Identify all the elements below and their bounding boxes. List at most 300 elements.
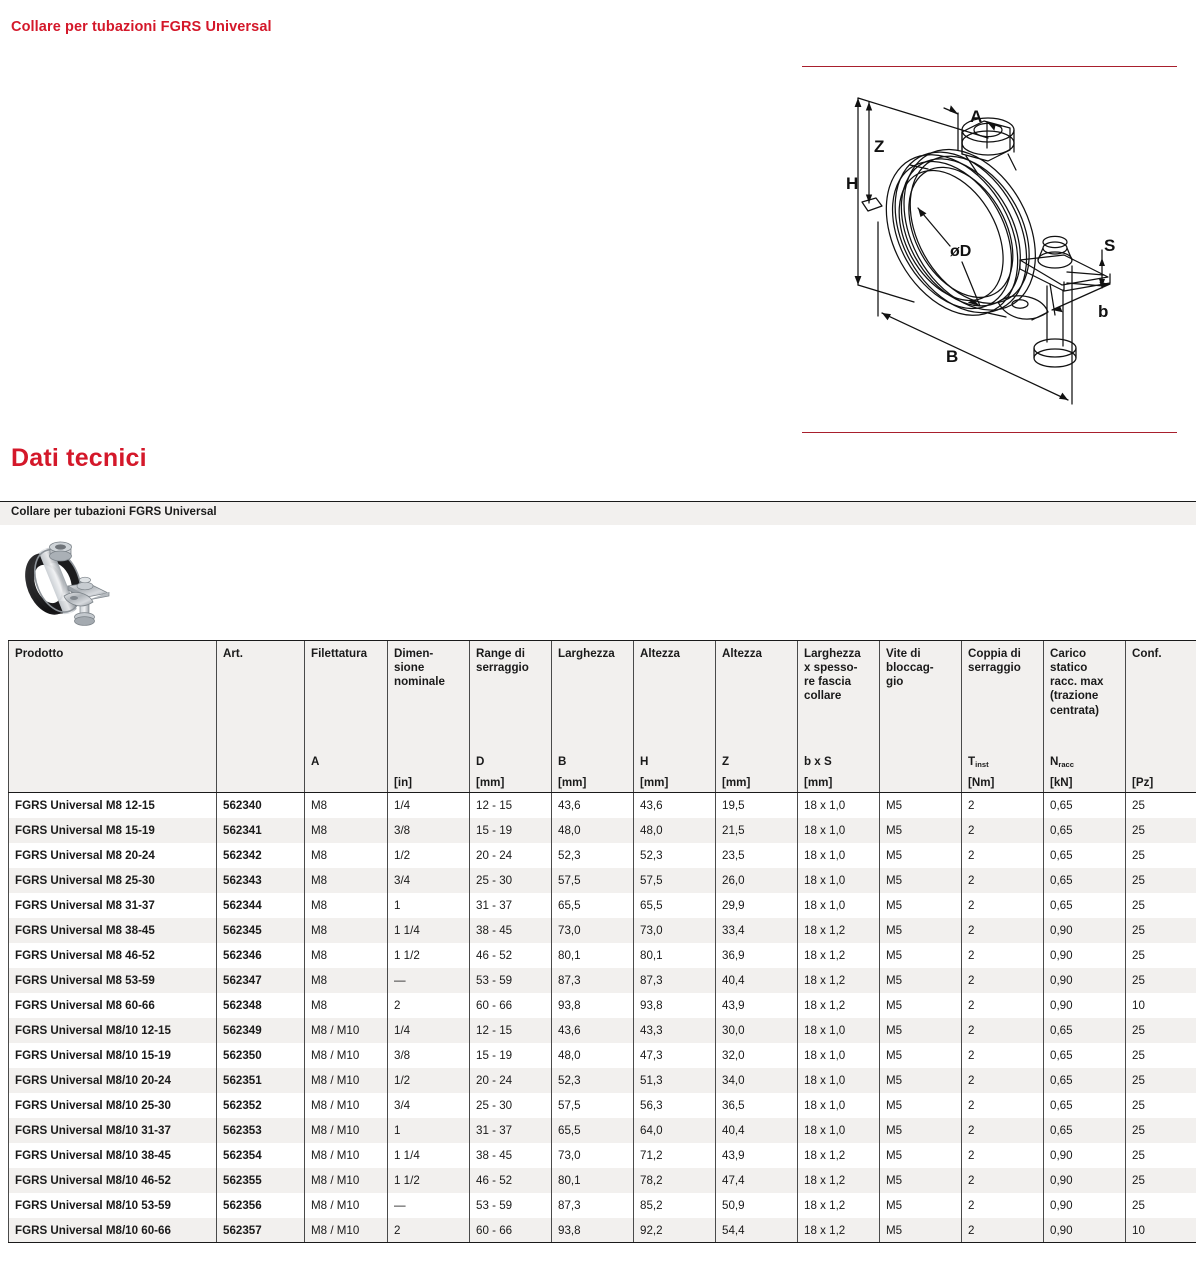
cell-value-2: M8	[305, 968, 388, 993]
cell-value-12: 25	[1126, 893, 1196, 918]
drawing-label-z: Z	[874, 137, 885, 156]
cell-article-number: 562353	[217, 1118, 305, 1143]
cell-value-3: 1/2	[388, 1068, 470, 1093]
cell-value-11: 0,65	[1044, 1018, 1126, 1043]
cell-value-11: 0,65	[1044, 1068, 1126, 1093]
cell-value-5: 80,1	[552, 943, 634, 968]
cell-value-7: 33,4	[716, 918, 798, 943]
column-header-title: Vite di bloccag- gio	[886, 647, 934, 689]
cell-value-3: —	[388, 968, 470, 993]
cell-product: FGRS Universal M8/10 38-45	[9, 1143, 217, 1168]
cell-product: FGRS Universal M8/10 60-66	[9, 1218, 217, 1243]
cell-value-4: 15 - 19	[470, 1043, 552, 1068]
cell-value-9: M5	[880, 1018, 962, 1043]
cell-value-12: 25	[1126, 1093, 1196, 1118]
cell-value-12: 25	[1126, 1068, 1196, 1093]
cell-product: FGRS Universal M8 12-15	[9, 793, 217, 818]
cell-value-6: 64,0	[634, 1118, 716, 1143]
cell-value-8: 18 x 1,2	[798, 1193, 880, 1218]
cell-value-5: 57,5	[552, 1093, 634, 1118]
cell-value-5: 52,3	[552, 1068, 634, 1093]
cell-value-8: 18 x 1,2	[798, 993, 880, 1018]
cell-value-6: 43,6	[634, 793, 716, 818]
cell-value-7: 43,9	[716, 993, 798, 1018]
column-header-unit: [mm]	[558, 776, 587, 789]
column-header-symbol: $T_{inst}$	[968, 755, 989, 769]
cell-value-8: 18 x 1,0	[798, 1093, 880, 1118]
cell-value-11: 0,65	[1044, 1118, 1126, 1143]
column-header-5	[552, 641, 634, 793]
cell-article-number: 562342	[217, 843, 305, 868]
cell-value-5: 87,3	[552, 1193, 634, 1218]
column-header-12	[1126, 641, 1196, 793]
cell-value-2: M8 / M10	[305, 1068, 388, 1093]
cell-value-9: M5	[880, 1093, 962, 1118]
table-row[interactable]	[9, 943, 1196, 968]
cell-value-10: 2	[962, 818, 1044, 843]
cell-value-8: 18 x 1,0	[798, 818, 880, 843]
cell-value-6: 47,3	[634, 1043, 716, 1068]
product-photo	[8, 528, 116, 628]
table-row[interactable]	[9, 1218, 1196, 1243]
cell-value-9: M5	[880, 1043, 962, 1068]
cell-value-4: 20 - 24	[470, 1068, 552, 1093]
cell-value-11: 0,65	[1044, 1093, 1126, 1118]
table-row[interactable]	[9, 793, 1196, 818]
cell-value-3: 1/2	[388, 843, 470, 868]
cell-value-12: 25	[1126, 818, 1196, 843]
drawing-label-b-small: b	[1098, 302, 1109, 321]
cell-value-11: 0,65	[1044, 818, 1126, 843]
column-header-title: Prodotto	[15, 647, 64, 660]
cell-article-number: 562347	[217, 968, 305, 993]
cell-value-4: 46 - 52	[470, 943, 552, 968]
cell-value-2: M8	[305, 843, 388, 868]
cell-value-7: 54,4	[716, 1218, 798, 1243]
column-header-unit: [in]	[394, 776, 413, 789]
cell-value-2: M8 / M10	[305, 1093, 388, 1118]
cell-product: FGRS Universal M8 60-66	[9, 993, 217, 1018]
column-header-title: Range di serraggio	[476, 647, 529, 675]
page-title: Collare per tubazioni FGRS Universal	[11, 19, 272, 35]
cell-article-number: 562346	[217, 943, 305, 968]
cell-value-7: 36,9	[716, 943, 798, 968]
cell-value-6: 78,2	[634, 1168, 716, 1193]
cell-value-12: 25	[1126, 918, 1196, 943]
cell-value-3: 3/4	[388, 1093, 470, 1118]
cell-article-number: 562349	[217, 1018, 305, 1043]
cell-value-4: 12 - 15	[470, 793, 552, 818]
cell-value-6: 65,5	[634, 893, 716, 918]
technical-drawing-panel	[802, 66, 1177, 434]
cell-value-2: M8	[305, 818, 388, 843]
cell-value-5: 87,3	[552, 968, 634, 993]
table-row[interactable]	[9, 1043, 1196, 1068]
cell-value-6: 73,0	[634, 918, 716, 943]
table-row[interactable]	[9, 918, 1196, 943]
cell-value-12: 25	[1126, 1193, 1196, 1218]
cell-value-10: 2	[962, 943, 1044, 968]
column-header-unit: [Pz]	[1132, 776, 1154, 789]
cell-value-7: 47,4	[716, 1168, 798, 1193]
drawing-label-b-large: B	[946, 347, 959, 366]
cell-value-8: 18 x 1,0	[798, 1043, 880, 1068]
cell-value-8: 18 x 1,0	[798, 893, 880, 918]
cell-value-9: M5	[880, 893, 962, 918]
cell-value-4: 25 - 30	[470, 1093, 552, 1118]
cell-value-3: 1 1/2	[388, 943, 470, 968]
cell-value-4: 12 - 15	[470, 1018, 552, 1043]
cell-article-number: 562343	[217, 868, 305, 893]
cell-value-9: M5	[880, 1218, 962, 1243]
cell-value-9: M5	[880, 993, 962, 1018]
cell-value-2: M8 / M10	[305, 1043, 388, 1068]
cell-value-2: M8 / M10	[305, 1218, 388, 1243]
cell-value-2: M8 / M10	[305, 1118, 388, 1143]
drawing-label-diameter: øD	[950, 243, 972, 260]
cell-article-number: 562357	[217, 1218, 305, 1243]
drawing-label-a: A	[970, 107, 983, 126]
cell-value-10: 2	[962, 1193, 1044, 1218]
cell-product: FGRS Universal M8 46-52	[9, 943, 217, 968]
table-head	[9, 641, 1196, 793]
cell-value-10: 2	[962, 1068, 1044, 1093]
cell-value-2: M8	[305, 868, 388, 893]
cell-value-7: 26,0	[716, 868, 798, 893]
cell-article-number: 562350	[217, 1043, 305, 1068]
cell-value-9: M5	[880, 1118, 962, 1143]
cell-value-7: 23,5	[716, 843, 798, 868]
table-row[interactable]	[9, 893, 1196, 918]
cell-value-5: 43,6	[552, 793, 634, 818]
cell-value-7: 32,0	[716, 1043, 798, 1068]
cell-value-6: 43,3	[634, 1018, 716, 1043]
sub-banner-label: Collare per tubazioni FGRS Universal	[11, 506, 217, 518]
cell-value-9: M5	[880, 943, 962, 968]
cell-value-3: 1 1/2	[388, 1168, 470, 1193]
cell-value-5: 57,5	[552, 868, 634, 893]
column-header-title: Larghezza	[558, 647, 615, 660]
cell-article-number: 562348	[217, 993, 305, 1018]
cell-value-10: 2	[962, 1043, 1044, 1068]
column-header-symbol: $N_{racc}$	[1050, 755, 1075, 769]
cell-value-5: 73,0	[552, 918, 634, 943]
cell-value-3: —	[388, 1193, 470, 1218]
cell-value-7: 19,5	[716, 793, 798, 818]
column-header-title: Carico statico racc. max (trazione centrata)	[1050, 647, 1104, 717]
cell-value-3: 1 1/4	[388, 918, 470, 943]
column-header-unit: [mm]	[640, 776, 669, 789]
column-header-title: Coppia di serraggio	[968, 647, 1021, 675]
cell-value-11: 0,90	[1044, 1193, 1126, 1218]
cell-value-8: 18 x 1,2	[798, 1218, 880, 1243]
column-header-7	[716, 641, 798, 793]
cell-value-9: M5	[880, 818, 962, 843]
cell-value-12: 25	[1126, 1168, 1196, 1193]
cell-value-10: 2	[962, 1143, 1044, 1168]
cell-product: FGRS Universal M8 31-37	[9, 893, 217, 918]
column-header-title: Larghezza x spesso- re fascia collare	[804, 647, 861, 703]
column-header-3	[388, 641, 470, 793]
cell-article-number: 562344	[217, 893, 305, 918]
cell-value-6: 48,0	[634, 818, 716, 843]
cell-value-8: 18 x 1,0	[798, 793, 880, 818]
drawing-label-h: H	[846, 174, 859, 193]
table-row[interactable]	[9, 1018, 1196, 1043]
cell-value-6: 56,3	[634, 1093, 716, 1118]
cell-value-8: 18 x 1,2	[798, 918, 880, 943]
drawing-rule-top	[802, 66, 1177, 67]
cell-value-3: 3/4	[388, 868, 470, 893]
cell-value-6: 51,3	[634, 1068, 716, 1093]
section-heading: Dati tecnici	[11, 444, 147, 472]
cell-product: FGRS Universal M8 25-30	[9, 868, 217, 893]
cell-value-7: 34,0	[716, 1068, 798, 1093]
column-header-title: Conf.	[1132, 647, 1162, 660]
cell-value-2: M8	[305, 793, 388, 818]
cell-value-12: 25	[1126, 1018, 1196, 1043]
cell-value-6: 57,5	[634, 868, 716, 893]
cell-article-number: 562340	[217, 793, 305, 818]
cell-value-12: 25	[1126, 868, 1196, 893]
cell-value-11: 0,90	[1044, 1218, 1126, 1243]
cell-value-7: 36,5	[716, 1093, 798, 1118]
cell-value-11: 0,65	[1044, 1043, 1126, 1068]
cell-article-number: 562351	[217, 1068, 305, 1093]
table-row[interactable]	[9, 968, 1196, 993]
cell-value-12: 10	[1126, 993, 1196, 1018]
column-header-symbol: H	[640, 755, 649, 768]
cell-value-5: 48,0	[552, 818, 634, 843]
cell-value-9: M5	[880, 1193, 962, 1218]
cell-product: FGRS Universal M8/10 15-19	[9, 1043, 217, 1068]
cell-value-6: 71,2	[634, 1143, 716, 1168]
cell-value-8: 18 x 1,2	[798, 943, 880, 968]
cell-value-10: 2	[962, 918, 1044, 943]
cell-value-2: M8	[305, 918, 388, 943]
column-header-symbol: D	[476, 755, 485, 768]
cell-value-4: 53 - 59	[470, 968, 552, 993]
table-row[interactable]	[9, 993, 1196, 1018]
cell-value-11: 0,90	[1044, 968, 1126, 993]
cell-value-10: 2	[962, 893, 1044, 918]
table-body	[9, 793, 1196, 1243]
cell-value-5: 48,0	[552, 1043, 634, 1068]
cell-value-11: 0,65	[1044, 793, 1126, 818]
column-header-symbol: b x S	[804, 755, 832, 768]
column-header-9	[880, 641, 962, 793]
cell-product: FGRS Universal M8 53-59	[9, 968, 217, 993]
cell-value-4: 53 - 59	[470, 1193, 552, 1218]
cell-value-2: M8 / M10	[305, 1193, 388, 1218]
cell-value-7: 30,0	[716, 1018, 798, 1043]
cell-value-7: 21,5	[716, 818, 798, 843]
cell-value-8: 18 x 1,0	[798, 1118, 880, 1143]
cell-value-10: 2	[962, 1218, 1044, 1243]
cell-value-11: 0,65	[1044, 868, 1126, 893]
cell-value-10: 2	[962, 843, 1044, 868]
cell-value-6: 87,3	[634, 968, 716, 993]
cell-value-4: 60 - 66	[470, 1218, 552, 1243]
cell-value-10: 2	[962, 1093, 1044, 1118]
cell-product: FGRS Universal M8/10 25-30	[9, 1093, 217, 1118]
column-header-unit: [Nm]	[968, 776, 995, 789]
pipe-clamp-line-drawing	[802, 70, 1177, 430]
cell-value-7: 40,4	[716, 968, 798, 993]
cell-value-9: M5	[880, 793, 962, 818]
cell-product: FGRS Universal M8/10 12-15	[9, 1018, 217, 1043]
cell-value-11: 0,65	[1044, 843, 1126, 868]
cell-value-9: M5	[880, 968, 962, 993]
cell-value-9: M5	[880, 1143, 962, 1168]
cell-value-3: 3/8	[388, 818, 470, 843]
cell-value-10: 2	[962, 868, 1044, 893]
cell-value-3: 2	[388, 1218, 470, 1243]
column-header-title: Filettatura	[311, 647, 368, 660]
column-header-title: Altezza	[722, 647, 762, 660]
cell-value-4: 25 - 30	[470, 868, 552, 893]
cell-value-8: 18 x 1,0	[798, 1018, 880, 1043]
cell-value-8: 18 x 1,0	[798, 843, 880, 868]
cell-value-9: M5	[880, 843, 962, 868]
cell-value-2: M8	[305, 893, 388, 918]
cell-value-11: 0,90	[1044, 1143, 1126, 1168]
cell-value-12: 25	[1126, 968, 1196, 993]
cell-value-5: 93,8	[552, 993, 634, 1018]
cell-value-3: 1	[388, 1118, 470, 1143]
cell-article-number: 562345	[217, 918, 305, 943]
cell-product: FGRS Universal M8 15-19	[9, 818, 217, 843]
column-header-title: Altezza	[640, 647, 680, 660]
cell-value-11: 0,90	[1044, 943, 1126, 968]
cell-value-12: 25	[1126, 843, 1196, 868]
cell-value-7: 50,9	[716, 1193, 798, 1218]
column-header-0	[9, 641, 217, 793]
cell-value-8: 18 x 1,0	[798, 1068, 880, 1093]
cell-value-3: 3/8	[388, 1043, 470, 1068]
cell-product: FGRS Universal M8 20-24	[9, 843, 217, 868]
table-row[interactable]	[9, 843, 1196, 868]
cell-value-10: 2	[962, 1018, 1044, 1043]
cell-article-number: 562354	[217, 1143, 305, 1168]
cell-value-4: 15 - 19	[470, 818, 552, 843]
column-header-title: Dimen- sione nominale	[394, 647, 445, 689]
cell-value-5: 52,3	[552, 843, 634, 868]
column-header-symbol: Z	[722, 755, 730, 768]
table-row[interactable]	[9, 1068, 1196, 1093]
cell-value-4: 31 - 37	[470, 1118, 552, 1143]
cell-article-number: 562352	[217, 1093, 305, 1118]
cell-value-10: 2	[962, 1168, 1044, 1193]
column-header-unit: [kN]	[1050, 776, 1073, 789]
cell-value-6: 92,2	[634, 1218, 716, 1243]
cell-value-4: 38 - 45	[470, 1143, 552, 1168]
cell-value-12: 25	[1126, 1118, 1196, 1143]
drawing-label-s: S	[1104, 236, 1116, 255]
cell-article-number: 562355	[217, 1168, 305, 1193]
column-header-4	[470, 641, 552, 793]
table-row[interactable]	[9, 1118, 1196, 1143]
cell-value-5: 80,1	[552, 1168, 634, 1193]
column-header-unit: [mm]	[804, 776, 833, 789]
cell-value-12: 25	[1126, 943, 1196, 968]
table-row[interactable]	[9, 1093, 1196, 1118]
table-row[interactable]	[9, 868, 1196, 893]
cell-value-5: 43,6	[552, 1018, 634, 1043]
cell-value-11: 0,90	[1044, 1168, 1126, 1193]
column-header-symbol: A	[311, 755, 320, 768]
cell-value-4: 46 - 52	[470, 1168, 552, 1193]
cell-product: FGRS Universal M8/10 53-59	[9, 1193, 217, 1218]
table-row[interactable]	[9, 818, 1196, 843]
cell-value-7: 29,9	[716, 893, 798, 918]
cell-value-11: 0,65	[1044, 893, 1126, 918]
cell-value-10: 2	[962, 993, 1044, 1018]
cell-value-10: 2	[962, 1118, 1044, 1143]
sub-banner	[0, 501, 1196, 525]
cell-value-7: 43,9	[716, 1143, 798, 1168]
cell-value-5: 73,0	[552, 1143, 634, 1168]
cell-value-2: M8 / M10	[305, 1143, 388, 1168]
cell-value-12: 25	[1126, 1143, 1196, 1168]
cell-value-5: 93,8	[552, 1218, 634, 1243]
column-header-2	[305, 641, 388, 793]
column-header-unit: [mm]	[722, 776, 751, 789]
cell-value-11: 0,90	[1044, 993, 1126, 1018]
cell-value-10: 2	[962, 793, 1044, 818]
cell-product: FGRS Universal M8/10 20-24	[9, 1068, 217, 1093]
cell-value-3: 1	[388, 893, 470, 918]
cell-product: FGRS Universal M8 38-45	[9, 918, 217, 943]
technical-data-table	[8, 640, 1196, 1243]
column-header-6	[634, 641, 716, 793]
cell-value-2: M8	[305, 993, 388, 1018]
cell-value-8: 18 x 1,2	[798, 1168, 880, 1193]
cell-value-6: 80,1	[634, 943, 716, 968]
cell-value-5: 65,5	[552, 1118, 634, 1143]
table-row[interactable]	[9, 1143, 1196, 1168]
cell-value-3: 1 1/4	[388, 1143, 470, 1168]
table-row[interactable]	[9, 1193, 1196, 1218]
cell-value-9: M5	[880, 1068, 962, 1093]
cell-value-9: M5	[880, 1168, 962, 1193]
cell-value-10: 2	[962, 968, 1044, 993]
cell-value-4: 31 - 37	[470, 893, 552, 918]
technical-data-table-wrap	[8, 640, 1188, 1243]
cell-value-6: 85,2	[634, 1193, 716, 1218]
column-header-10	[962, 641, 1044, 793]
cell-value-3: 1/4	[388, 793, 470, 818]
cell-value-4: 60 - 66	[470, 993, 552, 1018]
cell-value-3: 1/4	[388, 1018, 470, 1043]
cell-value-11: 0,90	[1044, 918, 1126, 943]
cell-value-6: 93,8	[634, 993, 716, 1018]
table-header-row	[9, 641, 1196, 793]
column-header-8	[798, 641, 880, 793]
pipe-clamp-photo	[8, 528, 116, 628]
cell-value-8: 18 x 1,0	[798, 868, 880, 893]
cell-value-12: 25	[1126, 1043, 1196, 1068]
column-header-title: Art.	[223, 647, 243, 660]
cell-value-9: M5	[880, 918, 962, 943]
cell-article-number: 562356	[217, 1193, 305, 1218]
column-header-unit: [mm]	[476, 776, 505, 789]
column-header-symbol: B	[558, 755, 567, 768]
cell-value-4: 38 - 45	[470, 918, 552, 943]
cell-value-2: M8 / M10	[305, 1018, 388, 1043]
table-row[interactable]	[9, 1168, 1196, 1193]
cell-product: FGRS Universal M8/10 31-37	[9, 1118, 217, 1143]
